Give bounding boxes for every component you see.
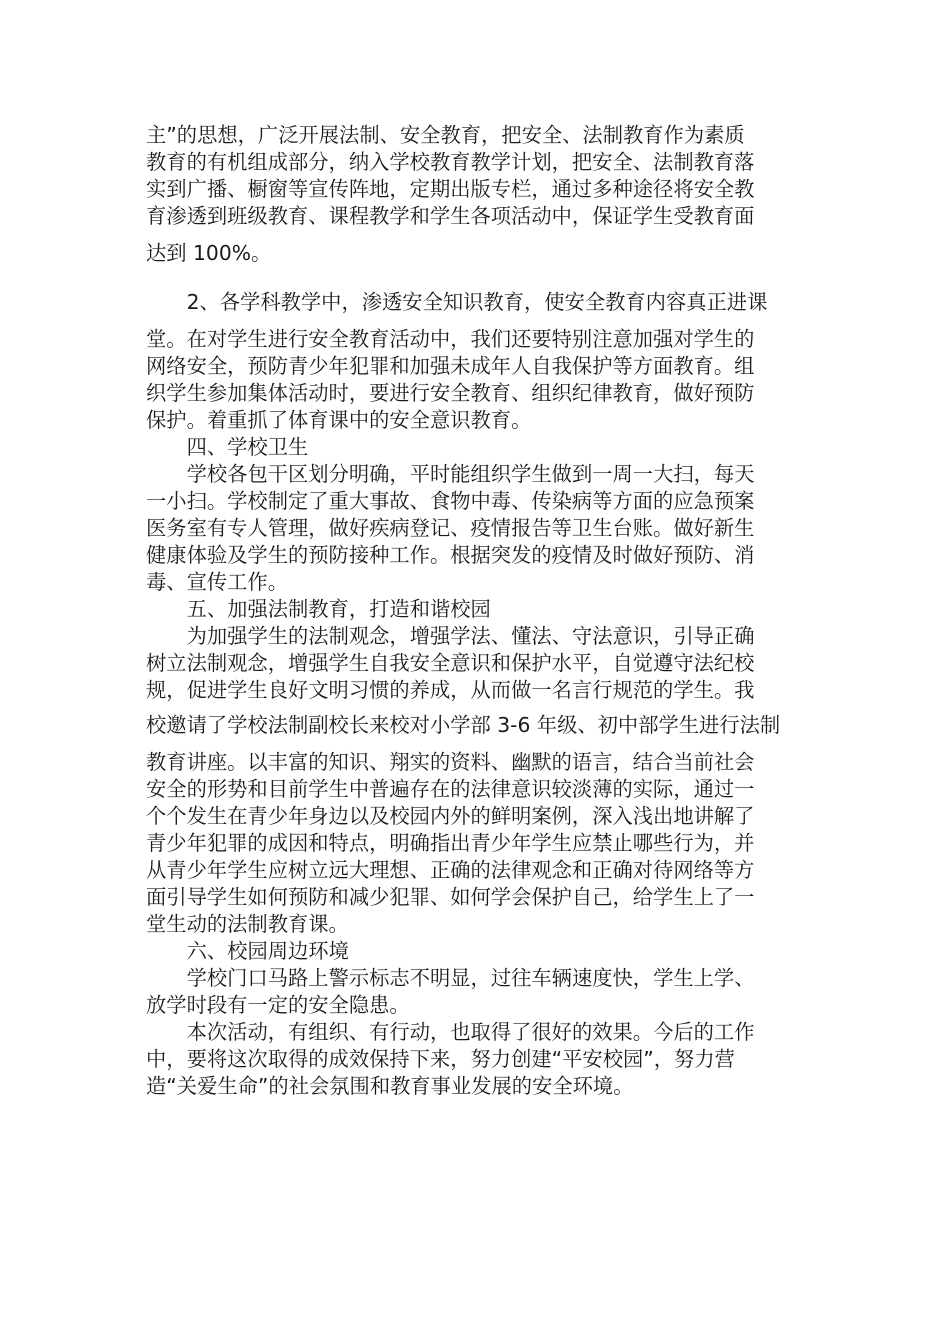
text-line: 本次活动，有组织、有行动，也取得了很好的效果。今后的工作: [186, 1020, 755, 1044]
text-line: 教育的有机组成部分，纳入学校教育教学计划，把安全、法制教育落: [146, 150, 755, 174]
paragraph-continuation: [146, 122, 808, 267]
text-line: 造“关爱生命”的社会氛围和教育事业发展的安全环境。: [146, 1074, 634, 1098]
paragraph-surroundings: [146, 965, 808, 1019]
text-line: 2、各学科教学中，渗透安全知识教育，使安全教育内容真正进课: [186, 290, 768, 314]
paragraph-hygiene: [146, 461, 808, 596]
text-line: 保护。着重抓了体育课中的安全意识教育。: [146, 408, 532, 432]
text-line: 主”的思想，广泛开展法制、安全教育，把安全、法制教育作为素质: [146, 123, 745, 147]
section-heading-hygiene: 四、学校卫生: [186, 435, 309, 459]
text-line: 树立法制观念，增强学生自我安全意识和保护水平，自觉遵守法纪校: [146, 651, 755, 675]
text-line: 育渗透到班级教育、课程教学和学生各项活动中，保证学生受教育面: [146, 204, 755, 228]
text-line: 放学时段有一定的安全隐患。: [146, 993, 410, 1017]
text-line: 达到 100%。: [146, 241, 272, 265]
text-line: 学校门口马路上警示标志不明显，过往车辆速度快，学生上学、: [186, 966, 755, 990]
text-line: 毒、宣传工作。: [146, 570, 288, 594]
text-line: 织学生参加集体活动时，要进行安全教育、组织纪律教育，做好预防: [146, 381, 755, 405]
section-heading-surroundings: 六、校园周边环境: [186, 939, 349, 963]
text-line: 为加强学生的法制观念，增强学法、懂法、守法意识，引导正确: [186, 624, 755, 648]
text-line: 教育讲座。以丰富的知识、翔实的资料、幽默的语言，结合当前社会: [146, 750, 755, 774]
document-body: [146, 122, 808, 1100]
text-line: 青少年犯罪的成因和特点，明确指出青少年学生应禁止哪些行为，并: [146, 831, 755, 855]
text-line: 从青少年学生应树立远大理想、正确的法律观念和正确对待网络等方: [146, 858, 755, 882]
paragraph-subject-teaching: [146, 289, 808, 434]
paragraph-legal-education: [146, 623, 808, 938]
text-line: 规，促进学生良好文明习惯的养成，从而做一名言行规范的学生。我: [146, 678, 755, 702]
text-line: 学校各包干区划分明确，平时能组织学生做到一周一大扫，每天: [186, 462, 755, 486]
text-line: 堂。在对学生进行安全教育活动中，我们还要特别注意加强对学生的: [146, 327, 755, 351]
section-heading-legal-education: 五、加强法制教育，打造和谐校园: [186, 597, 491, 621]
text-line: 面引导学生如何预防和减少犯罪、如何学会保护自己，给学生上了一: [146, 885, 755, 909]
text-line: 个个发生在青少年身边以及校园内外的鲜明案例，深入浅出地讲解了: [146, 804, 755, 828]
text-line: 堂生动的法制教育课。: [146, 912, 349, 936]
text-line: 一小扫。学校制定了重大事故、食物中毒、传染病等方面的应急预案: [146, 489, 755, 513]
text-line: 安全的形势和目前学生中普遍存在的法律意识较淡薄的实际，通过一: [146, 777, 755, 801]
text-line: 中，要将这次取得的成效保持下来，努力创建“平安校园”，努力营: [146, 1047, 735, 1071]
text-line: 网络安全，预防青少年犯罪和加强未成年人自我保护等方面教育。组: [146, 354, 755, 378]
text-line: 医务室有专人管理，做好疾病登记、疫情报告等卫生台账。做好新生: [146, 516, 755, 540]
paragraph-conclusion: [146, 1019, 808, 1100]
text-line: 健康体验及学生的预防接种工作。根据突发的疫情及时做好预防、消: [146, 543, 755, 567]
text-line: 校邀请了学校法制副校长来校对小学部 3-6 年级、初中部学生进行法制: [146, 713, 781, 737]
text-line: 实到广播、橱窗等宣传阵地，定期出版专栏，通过多种途径将安全教: [146, 177, 755, 201]
